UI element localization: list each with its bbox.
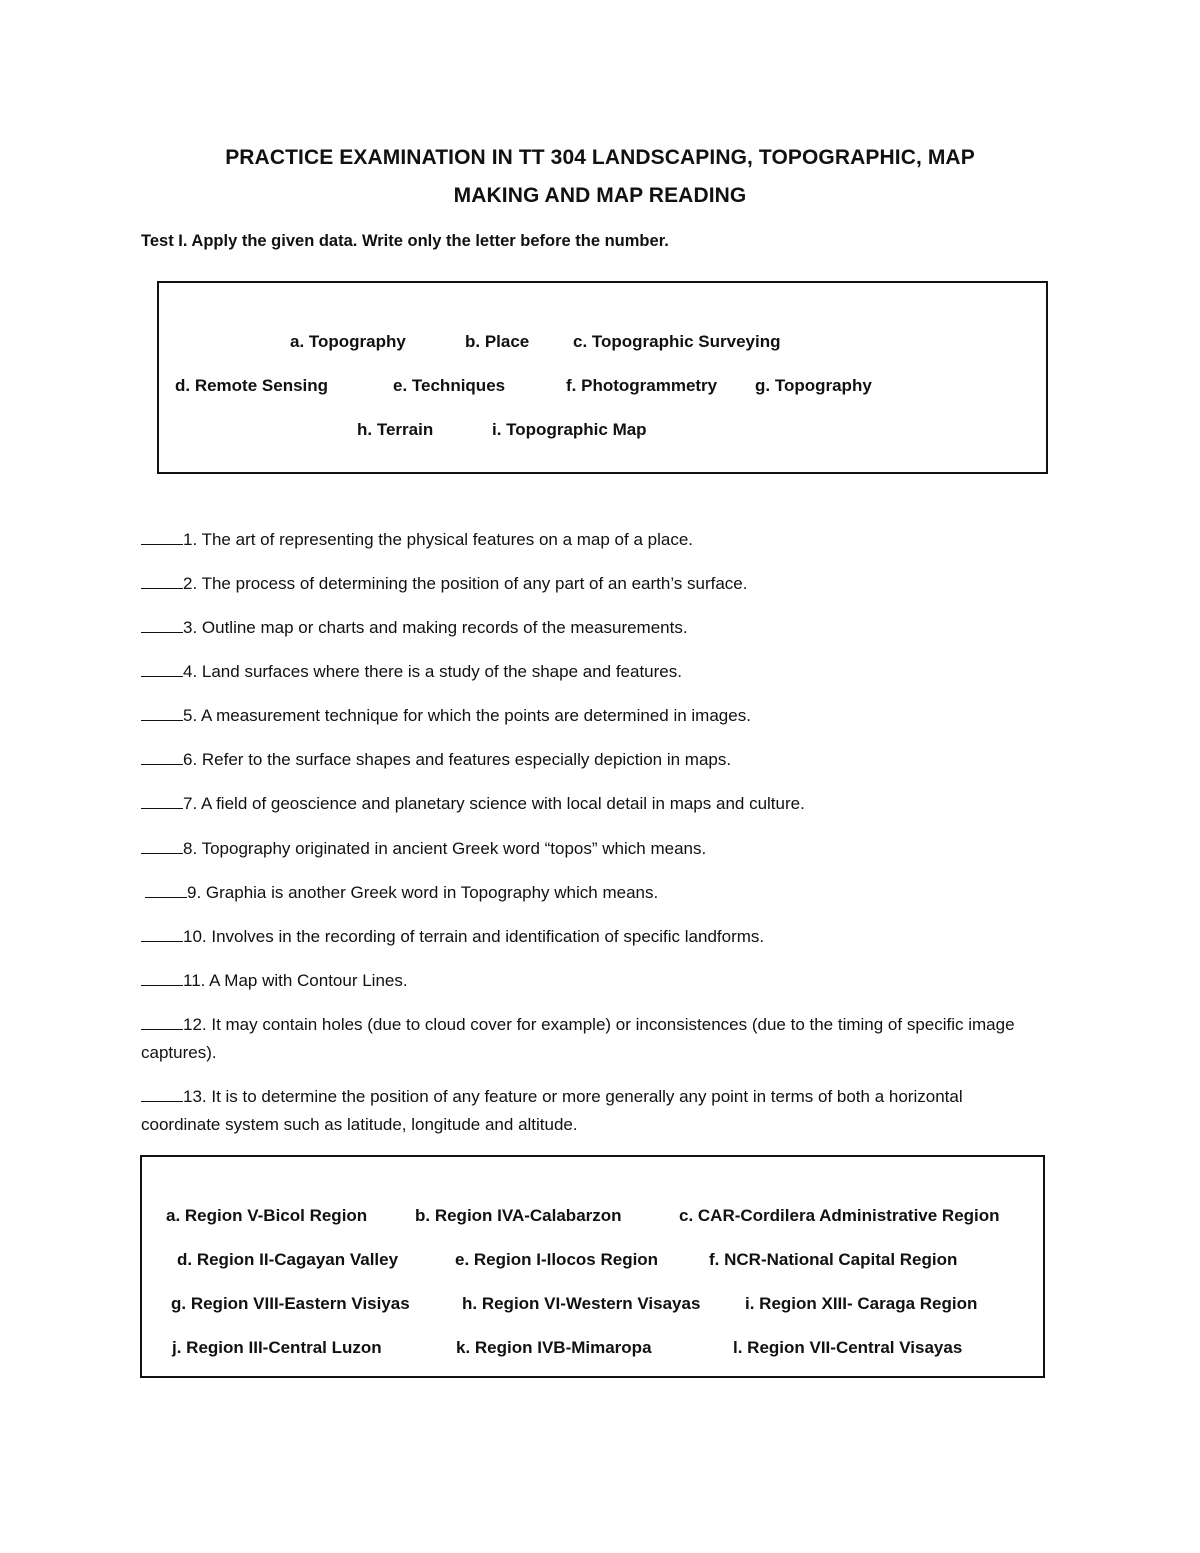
answer-blank[interactable] <box>145 883 187 898</box>
question-text: 10. Involves in the recording of terrain and identification of specific landforms. <box>183 927 765 946</box>
region-choice-f: f. NCR-National Capital Region <box>709 1250 958 1269</box>
region-choice-g: g. Region VIII-Eastern Visiyas <box>171 1294 410 1313</box>
answer-blank[interactable] <box>141 839 183 854</box>
question-11 <box>141 967 408 995</box>
answer-blank[interactable] <box>141 706 183 721</box>
choice-g: g. Topography <box>755 376 872 395</box>
exam-title-line-1: PRACTICE EXAMINATION IN TT 304 LANDSCAPING, TOPOGRAPHIC, MAP <box>225 146 975 169</box>
question-6 <box>141 746 731 774</box>
question-13 <box>141 1083 1041 1139</box>
question-12 <box>141 1011 1041 1067</box>
question-text: 12. It may contain holes (due to cloud cover for example) or inconsistences (due to the timing of specific image captures). <box>141 1015 1015 1062</box>
question-2 <box>141 570 747 598</box>
answer-blank[interactable] <box>141 618 183 633</box>
region-choice-j: j. Region III-Central Luzon <box>172 1338 382 1357</box>
choice-f: f. Photogrammetry <box>566 376 718 395</box>
exam-title-line-2: MAKING AND MAP READING <box>453 184 747 207</box>
question-text: 11. A Map with Contour Lines. <box>183 971 408 990</box>
question-text: 8. Topography originated in ancient Greek word “topos” which means. <box>183 839 707 858</box>
answer-blank[interactable] <box>141 662 183 677</box>
question-1 <box>141 526 693 554</box>
choice-d: d. Remote Sensing <box>175 376 329 395</box>
question-3 <box>141 614 688 642</box>
question-text: 3. Outline map or charts and making records of the measurements. <box>183 618 688 637</box>
question-text: 9. Graphia is another Greek word in Topography which means. <box>187 883 659 902</box>
question-text: 6. Refer to the surface shapes and features especially depiction in maps. <box>183 750 732 769</box>
answer-blank[interactable] <box>141 1015 183 1030</box>
region-choice-a: a. Region V-Bicol Region <box>166 1206 368 1225</box>
answer-blank[interactable] <box>141 750 183 765</box>
question-8 <box>141 835 706 863</box>
answer-blank[interactable] <box>141 1087 183 1102</box>
region-choice-c: c. CAR-Cordilera Administrative Region <box>679 1206 1000 1225</box>
test-1-instruction: Test I. Apply the given data. Write only the letter before the number. <box>141 232 669 250</box>
question-4 <box>141 658 682 686</box>
region-choice-h: h. Region VI-Western Visayas <box>462 1294 701 1313</box>
choice-e: e. Techniques <box>393 376 506 395</box>
choice-h: h. Terrain <box>357 420 434 439</box>
answer-blank[interactable] <box>141 530 183 545</box>
answer-blank[interactable] <box>141 971 183 986</box>
region-choice-i: i. Region XIII- Caraga Region <box>745 1294 978 1313</box>
question-text: 13. It is to determine the position of any feature or more generally any point in terms of both a horizontal coordinate system such as latitude, longitude and altitude. <box>141 1087 963 1134</box>
region-choice-d: d. Region II-Cagayan Valley <box>177 1250 399 1269</box>
question-text: 2. The process of determining the position of any part of an earth’s surface. <box>183 574 748 593</box>
question-text: 1. The art of representing the physical features on a map of a place. <box>183 530 693 549</box>
choice-i: i. Topographic Map <box>492 420 647 439</box>
question-5 <box>141 702 751 730</box>
region-choice-k: k. Region IVB-Mimaropa <box>456 1338 652 1357</box>
question-text: 7. A field of geoscience and planetary science with local detail in maps and culture. <box>183 794 805 813</box>
question-7 <box>141 790 805 818</box>
question-text: 5. A measurement technique for which the points are determined in images. <box>183 706 751 725</box>
choice-b: b. Place <box>465 332 530 351</box>
question-text: 4. Land surfaces where there is a study of the shape and features. <box>183 662 682 681</box>
question-10 <box>141 923 764 951</box>
answer-blank[interactable] <box>141 574 183 589</box>
choice-c: c. Topographic Surveying <box>573 332 781 351</box>
choice-a: a. Topography <box>290 332 406 351</box>
answer-blank[interactable] <box>141 927 183 942</box>
region-choice-b: b. Region IVA-Calabarzon <box>415 1206 622 1225</box>
answer-blank[interactable] <box>141 794 183 809</box>
region-choice-e: e. Region I-Ilocos Region <box>455 1250 659 1269</box>
region-choice-l: l. Region VII-Central Visayas <box>733 1338 963 1357</box>
question-9 <box>145 879 658 907</box>
